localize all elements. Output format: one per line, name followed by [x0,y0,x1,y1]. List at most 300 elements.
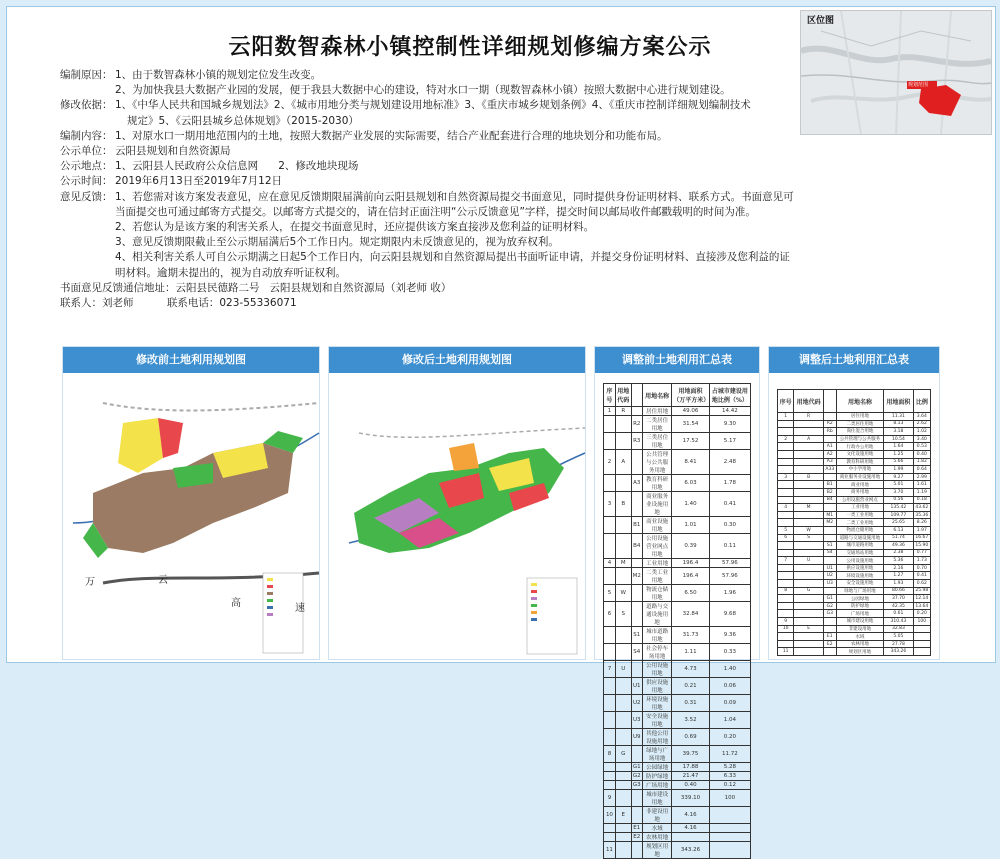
table-row [778,428,931,436]
table-cell: 0.18 [913,496,930,504]
table-cell: 公共管理与公共服务 [836,435,883,443]
after-landuse-map [329,373,585,659]
table-cell: R [794,413,823,421]
table-row [604,416,751,433]
table-header-cell: 序号 [778,390,794,413]
table-cell: G2 [632,773,641,779]
table-cell: W [794,526,823,534]
table-cell: 7 [778,557,794,565]
table-cell: 1.01 [672,517,710,534]
table-cell: B1 [631,517,642,534]
map-label-gao: 高 [231,598,241,609]
panel-after-map-title: 修改后土地利用规划图 [329,347,585,373]
table-cell: 防护绿地 [836,602,883,610]
table-cell: 城市建设用地 [642,790,671,807]
reason-line-2: 2、为加快我县大数据产业园的发展，便于我县大数据中心的建设，特对水口一期（现数智森林小镇）按照大数据中心进行规划建设。 [115,84,731,97]
table-row [778,481,931,489]
table-cell [615,763,631,772]
table-cell: 13.64 [913,602,930,610]
table-cell: 0.69 [672,729,710,746]
table-header-cell: 用地面积 [884,390,913,413]
table-row [604,627,751,644]
table-cell: M1 [823,511,836,519]
reason-key: 编制原因： [60,69,113,81]
table-cell: 5.05 [884,633,913,641]
table-row [604,763,751,772]
table-header-cell: 用地代码 [615,384,631,407]
table-cell: 规划区用地 [642,842,671,859]
table-cell: 2.16 [884,564,913,572]
table-cell: 5 [778,526,794,534]
table-cell [631,602,642,627]
table-cell [615,416,631,433]
table-cell [778,595,794,603]
table-cell: 城市建设用地 [836,618,883,626]
before-summary-table [603,383,751,859]
table-cell [778,466,794,474]
table-cell [823,473,836,481]
table-cell: 教育科研用地 [836,458,883,466]
time-key: 公示时间： [60,175,113,188]
table-cell: 8 [778,587,794,595]
table-row [604,678,751,695]
table-row [778,618,931,626]
table-cell: 公园绿地 [642,763,671,772]
table-cell: 公用设施用地 [642,661,671,678]
table-cell: 1.82 [913,458,930,466]
table-row [778,443,931,451]
table-cell: 其他公用设施用地 [642,729,671,746]
table-cell: 绿地与广场用地 [836,587,883,595]
table-cell: 43.62 [913,504,930,512]
table-header-cell: 用地面积（万平方米） [672,384,710,407]
table-cell [615,568,631,585]
table-row [778,466,931,474]
table-cell: 0.40 [672,781,710,790]
table-cell: 环境设施用地 [836,572,883,580]
table-cell [604,475,616,492]
table-row [604,407,751,416]
table-cell [778,640,794,648]
table-cell [778,458,794,466]
table-cell [794,572,823,580]
table-cell: 57.96 [709,568,750,585]
table-cell: 0.41 [709,492,750,517]
table-cell: 3.18 [884,428,913,436]
table-row [604,433,751,450]
table-cell: 51.74 [884,534,913,542]
table-cell: 100 [913,618,930,626]
table-cell: 工业用地 [836,504,883,512]
table-row [778,640,931,648]
table-cell [615,627,631,644]
table-cell: 109.77 [884,511,913,519]
table-row [604,585,751,602]
table-row [604,790,751,807]
table-row [778,557,931,565]
table-cell: 0.64 [913,466,930,474]
table-cell [615,712,631,729]
table-cell [631,407,642,416]
table-cell: 2.99 [913,473,930,481]
table-cell [794,640,823,648]
table-cell: 14.42 [709,407,750,416]
table-cell: 196.4 [672,559,710,568]
table-cell [604,644,616,661]
table-cell: 2.48 [709,450,750,475]
table-cell: G3 [632,782,641,788]
table-cell: 39.75 [672,746,710,763]
table-cell: 1 [778,413,794,421]
table-cell: 9 [778,618,794,626]
table-cell: 32.83 [884,625,913,633]
table-row [778,504,931,512]
table-cell: 31.73 [672,627,710,644]
table-cell [778,420,794,428]
table-header-cell [823,390,836,413]
table-cell: B2 [823,488,836,496]
table-cell: 6 [778,534,794,542]
table-cell [794,618,823,626]
table-row [778,458,931,466]
table-cell: 商务用地 [836,488,883,496]
table-cell: 商业服务业设施用地 [836,473,883,481]
table-row [778,648,931,656]
table-cell [794,420,823,428]
table-cell: 5 [604,585,616,602]
table-cell [631,661,642,678]
table-cell: 35.36 [913,511,930,519]
table-cell: 16.67 [913,534,930,542]
content-text: 1、对原水口一期用地范围内的土地，按照大数据产业发展的实际需要，结合产业配套进行合理的地块划分和功能布局。 [115,129,668,142]
table-cell [778,496,794,504]
table-cell [823,618,836,626]
table-row [604,824,751,833]
table-cell [709,807,750,824]
table-cell: 行政办公用地 [836,443,883,451]
table-cell [794,496,823,504]
table-cell: A33 [823,466,836,474]
feedback-item-2: 2、若您认为是该方案的利害关系人，在提交书面意见时，还应提供该方案直接涉及您利益的证明材料。 [115,221,595,234]
panel-after-table-title: 调整后土地利用汇总表 [769,347,939,373]
table-cell: 2.62 [913,420,930,428]
table-cell [778,519,794,527]
table-cell: 100 [709,790,750,807]
table-cell [604,763,616,772]
table-cell: 居住用地 [836,413,883,421]
table-cell: G3 [823,610,836,618]
table-header-cell: 用地名称 [642,384,671,407]
table-cell: 4.73 [672,661,710,678]
table-cell [778,450,794,458]
location-map-label: 区位图 [805,13,836,26]
table-cell [615,433,631,450]
table-row [778,549,931,557]
table-cell [794,595,823,603]
table-cell [913,633,930,641]
table-row [604,746,751,763]
table-cell: 196.4 [672,568,710,585]
table-cell: 3.52 [672,712,710,729]
table-cell [778,633,794,641]
table-cell: 物流仓储用地 [836,526,883,534]
table-cell [778,564,794,572]
table-row [778,580,931,588]
table-cell: 1.40 [672,492,710,517]
table-row [778,473,931,481]
table-cell: 0.06 [709,678,750,695]
table-cell: 道路与交通设施用地 [836,534,883,542]
table-cell: 广场用地 [836,610,883,618]
table-cell: U [615,661,631,678]
table-cell: 城市道路用地 [836,542,883,550]
table-cell: 5.28 [709,763,750,772]
table-cell [631,492,642,517]
table-cell: 17.88 [672,763,710,772]
table-cell [913,640,930,648]
table-cell: 21.47 [672,772,710,781]
table-row [604,475,751,492]
table-cell [604,824,616,833]
table-cell [794,450,823,458]
table-cell: 3 [604,492,616,517]
table-cell: S4 [823,549,836,557]
table-cell: S1 [823,542,836,550]
table-cell: 310.43 [884,618,913,626]
table-cell: W [615,585,631,602]
table-cell: 公用设施营业网点 [836,496,883,504]
table-cell: E1 [631,824,642,833]
table-cell [604,678,616,695]
table-cell [823,625,836,633]
place-key: 公示地点： [60,160,113,173]
table-row [778,595,931,603]
table-cell: 水域 [836,633,883,641]
table-row [604,644,751,661]
table-cell [823,557,836,565]
table-cell: 49.36 [884,542,913,550]
table-cell: 一类工业用地 [836,511,883,519]
table-row [604,842,751,859]
table-cell [778,580,794,588]
table-cell: U3 [631,712,642,729]
table-cell: 11 [778,648,794,656]
table-cell [615,833,631,842]
table-cell: 商业设施用地 [642,517,671,534]
table-cell: U [794,557,823,565]
table-cell: E [794,625,823,633]
table-cell: R [615,407,631,416]
table-cell [778,428,794,436]
table-cell: 公共管理与公共服务用地 [642,450,671,475]
table-cell: 农林用地 [836,640,883,648]
table-cell: 5.66 [884,458,913,466]
table-cell: 25.98 [913,587,930,595]
table-cell: 商业服务业设施用地 [642,492,671,517]
table-cell: A [615,450,631,475]
table-cell [794,648,823,656]
table-row [778,564,931,572]
table-row [604,602,751,627]
table-cell: 工业用地 [642,559,671,568]
table-cell [794,519,823,527]
table-cell: 0.12 [709,781,750,790]
table-cell: 环境设施用地 [642,695,671,712]
unit-key: 公示单位： [60,145,113,158]
table-cell: 1.04 [709,712,750,729]
panel-before-map-title: 修改前土地利用规划图 [63,347,319,373]
table-cell: 0.61 [884,610,913,618]
table-row [604,712,751,729]
table-cell: 0.20 [709,729,750,746]
table-cell: 57.96 [709,559,750,568]
table-cell: S [794,534,823,542]
table-cell: B [615,492,631,517]
table-cell: 3 [778,473,794,481]
table-cell: 2 [604,450,616,475]
table-cell [615,678,631,695]
table-cell: 城市道路用地 [642,627,671,644]
map-label-su: 速 [295,603,305,614]
table-cell: A2 [823,450,836,458]
table-cell: B [794,473,823,481]
feedback-address: 书面意见反馈通信地址：云阳县民德路二号 云阳县规划和自然资源局（刘老师 收） [60,281,452,294]
table-cell: B4 [823,496,836,504]
table-cell: 0.11 [709,534,750,559]
table-cell [913,648,930,656]
table-cell [794,602,823,610]
table-cell: 非建设用地 [836,625,883,633]
table-cell: 0.56 [884,496,913,504]
table-cell [778,549,794,557]
table-cell: 商住混合用地 [836,428,883,436]
table-cell [604,416,616,433]
table-row [778,450,931,458]
notice-text [60,68,800,311]
table-cell: 6 [604,602,616,627]
table-row [604,833,751,842]
feedback-item-3: 3、意见反馈期限截止至公示期届满后5个工作日内。规定期限内未反馈意见的，视为放弃权利。 [115,236,559,249]
table-cell: 8 [604,746,616,763]
table-header-cell [631,384,642,407]
table-cell: 9.68 [709,602,750,627]
table-cell: R2 [823,420,836,428]
table-cell: 1 [604,407,616,416]
table-cell: G2 [823,602,836,610]
table-cell [604,433,616,450]
table-row [778,413,931,421]
table-row [778,488,931,496]
table-cell: 农林用地 [642,833,671,842]
table-cell [794,428,823,436]
reason-line-1: 1、由于数智森林小镇的规划定位发生改变。 [115,69,322,81]
table-cell [604,781,616,790]
table-cell: 10.54 [884,435,913,443]
table-cell: A1 [823,443,836,451]
table-cell: 供应设施用地 [642,678,671,695]
table-cell: 0.31 [672,695,710,712]
table-cell: 4.16 [672,807,710,824]
table-cell: 1.73 [913,557,930,565]
table-cell: 1.97 [913,526,930,534]
table-cell: U2 [631,695,642,712]
table-cell [913,625,930,633]
table-cell: U1 [823,564,836,572]
table-cell: M2 [631,568,642,585]
feedback-item-1: 1、若您需对该方案发表意见，应在意见反馈期限届满前向云阳县规划和自然资源局提交书面意见，同时提供身份证明材料、联系方式。书面意见可当面提交也可通过邮寄方式提交。以邮寄方式提交的，请在信封正面注明“公示反馈意见”字样，提交时间以邮局收件邮戳载明的时间为准。 [115,190,794,218]
table-row [778,435,931,443]
table-cell [604,833,616,842]
table-cell [604,772,616,781]
table-cell: 6.13 [884,526,913,534]
table-cell: G1 [823,595,836,603]
table-cell [604,729,616,746]
table-cell [778,602,794,610]
table-cell: E [615,807,631,824]
table-cell: 3.40 [913,435,930,443]
table-cell [823,526,836,534]
table-cell: 二类居住用地 [836,420,883,428]
table-cell [615,475,631,492]
table-cell: 1.78 [709,475,750,492]
table-cell: U1 [631,678,642,695]
table-cell: E2 [631,833,642,842]
table-row [604,534,751,559]
table-cell [709,842,750,859]
table-row [604,492,751,517]
table-cell [604,627,616,644]
table-cell: 二类居住用地 [642,416,671,433]
table-row [778,602,931,610]
table-cell: 水域 [642,824,671,833]
panel-before-table [594,346,760,858]
table-header-cell: 用地代码 [794,390,823,413]
table-cell [794,481,823,489]
table-cell: 0.30 [709,517,750,534]
table-cell: 公用设施营业网点用地 [642,534,671,559]
table-cell: 0.21 [672,678,710,695]
table-row [604,450,751,475]
table-cell: 1.02 [913,428,930,436]
table-cell [631,585,642,602]
table-cell: 6.50 [672,585,710,602]
table-cell: B4 [631,534,642,559]
table-cell [778,443,794,451]
table-cell: 0.39 [672,534,710,559]
table-cell: 0.77 [913,549,930,557]
location-map-drawing [801,11,991,134]
table-cell [672,833,710,842]
table-cell: 三类居住用地 [642,433,671,450]
table-cell: 11.31 [884,413,913,421]
table-cell: 0.70 [913,564,930,572]
table-cell [794,610,823,618]
table-cell: R3 [631,433,642,450]
table-cell: 80.66 [884,587,913,595]
table-cell [823,504,836,512]
table-cell: 1.25 [884,450,913,458]
table-cell [794,458,823,466]
table-cell: 6.03 [672,475,710,492]
table-cell: 交通场站用地 [836,549,883,557]
table-cell: 1.99 [884,466,913,474]
table-cell [794,488,823,496]
feedback-key: 意见反馈： [60,190,113,203]
table-row [604,559,751,568]
table-cell [604,517,616,534]
table-cell: 1.64 [884,443,913,451]
table-cell: 31.54 [672,416,710,433]
